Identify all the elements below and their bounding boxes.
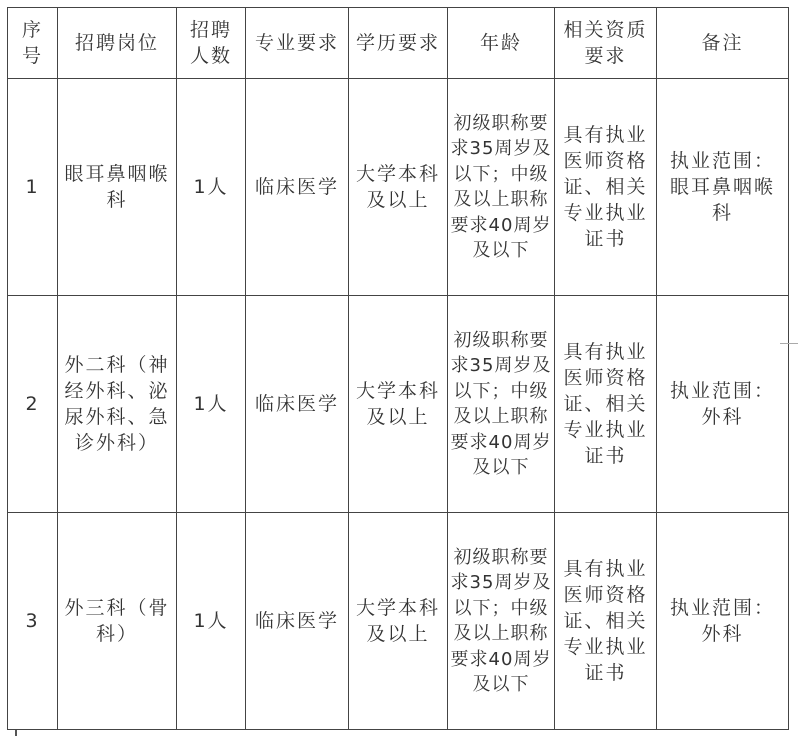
recruitment-table xyxy=(7,7,789,730)
cell-position: 眼耳鼻咽喉科 xyxy=(58,79,177,296)
cell-count: 1人 xyxy=(177,296,246,513)
cell-note: 执业范围：眼耳鼻咽喉科 xyxy=(657,79,789,296)
cell-qualification: 具有执业医师资格证、相关专业执业证书 xyxy=(555,513,657,730)
header-education: 学历要求 xyxy=(349,8,448,79)
cell-education: 大学本科及以上 xyxy=(349,513,448,730)
header-note: 备注 xyxy=(657,8,789,79)
cell-no: 3 xyxy=(8,513,58,730)
cell-qualification: 具有执业医师资格证、相关专业执业证书 xyxy=(555,296,657,513)
cell-no: 1 xyxy=(8,79,58,296)
cell-count: 1人 xyxy=(177,79,246,296)
cell-note: 执业范围：外科 xyxy=(657,513,789,730)
header-age: 年龄 xyxy=(448,8,555,79)
cell-position: 外三科（骨科） xyxy=(58,513,177,730)
crop-mark xyxy=(15,730,17,736)
cell-no: 2 xyxy=(8,296,58,513)
table-row xyxy=(8,296,789,513)
cell-age: 初级职称要求35周岁及以下；中级及以上职称要求40周岁及以下 xyxy=(448,296,555,513)
header-count: 招聘人数 xyxy=(177,8,246,79)
header-row xyxy=(8,8,789,79)
cell-qualification: 具有执业医师资格证、相关专业执业证书 xyxy=(555,79,657,296)
cell-count: 1人 xyxy=(177,513,246,730)
cell-age: 初级职称要求35周岁及以下；中级及以上职称要求40周岁及以下 xyxy=(448,79,555,296)
cell-major: 临床医学 xyxy=(246,296,349,513)
header-qualification: 相关资质要求 xyxy=(555,8,657,79)
cell-education: 大学本科及以上 xyxy=(349,296,448,513)
table-row xyxy=(8,79,789,296)
cell-age: 初级职称要求35周岁及以下；中级及以上职称要求40周岁及以下 xyxy=(448,513,555,730)
margin-dash xyxy=(780,343,798,344)
cell-major: 临床医学 xyxy=(246,79,349,296)
header-no: 序号 xyxy=(8,8,58,79)
cell-position: 外二科（神经外科、泌尿外科、急诊外科） xyxy=(58,296,177,513)
table-row xyxy=(8,513,789,730)
cell-major: 临床医学 xyxy=(246,513,349,730)
cell-education: 大学本科及以上 xyxy=(349,79,448,296)
cell-note: 执业范围：外科 xyxy=(657,296,789,513)
header-major: 专业要求 xyxy=(246,8,349,79)
header-position: 招聘岗位 xyxy=(58,8,177,79)
